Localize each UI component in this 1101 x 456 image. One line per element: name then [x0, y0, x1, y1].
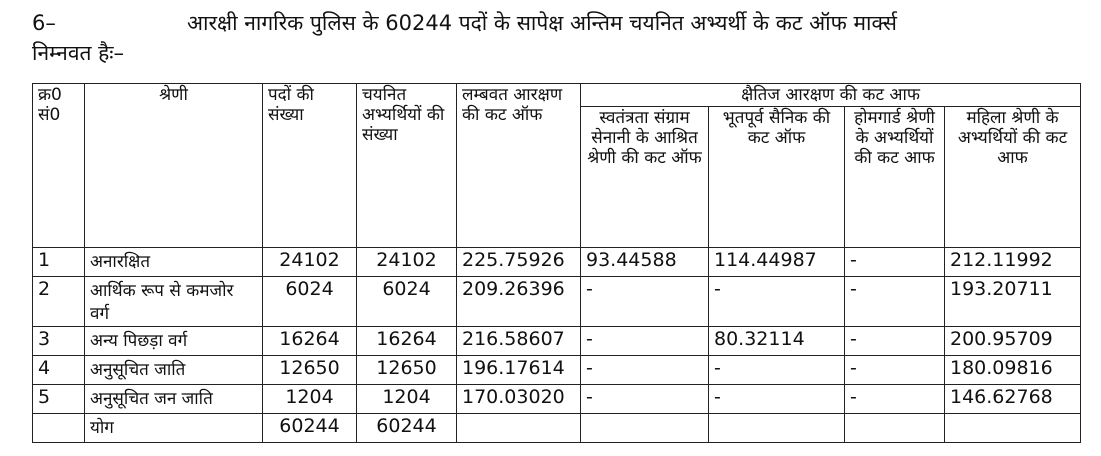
cell-category: अनारक्षित [85, 248, 263, 277]
cell-sno: 3 [33, 327, 85, 356]
cell-women: 146.62768 [945, 385, 1081, 414]
header-ex-servicemen: भूतपूर्व सैनिक की कट ऑफ [709, 107, 845, 248]
cell-category: अनुसूचित जाति [85, 356, 263, 385]
table-row [33, 248, 1081, 277]
cell-selected: 1204 [357, 385, 457, 414]
cell-category: अन्य पिछड़ा वर्ग [85, 327, 263, 356]
cell-empty [945, 414, 1081, 443]
cell-homeguard: - [845, 248, 945, 277]
cutoff-table [32, 83, 1081, 443]
table-row [33, 356, 1081, 385]
table-row [33, 385, 1081, 414]
cell-posts: 6024 [263, 277, 357, 327]
paragraph-line1: आरक्षी नागरिक पुलिस के 60244 पदों के सापेक्ष अन्तिम चयनित अभ्यर्थी के कट ऑफ मार्क्स [187, 11, 897, 35]
header-vertical: लम्बवत आरक्षण की कट ऑफ [457, 84, 581, 248]
cell-empty [845, 414, 945, 443]
header-freedom-fighter: स्वतंत्रता संग्राम सेनानी के आश्रित श्रेणी की कट ऑफ [581, 107, 709, 248]
cell-homeguard: - [845, 385, 945, 414]
cell-women: 180.09816 [945, 356, 1081, 385]
cell-freedom-fighter: - [581, 327, 709, 356]
cell-selected: 6024 [357, 277, 457, 327]
cell-posts: 24102 [263, 248, 357, 277]
cell-homeguard: - [845, 277, 945, 327]
cell-empty [709, 414, 845, 443]
cell-freedom-fighter: 93.44588 [581, 248, 709, 277]
cell-women: 212.11992 [945, 248, 1081, 277]
cell-selected: 24102 [357, 248, 457, 277]
cell-sno: 5 [33, 385, 85, 414]
header-category: श्रेणी [85, 84, 263, 248]
cell-women: 200.95709 [945, 327, 1081, 356]
cell-homeguard: - [845, 356, 945, 385]
cell-freedom-fighter: - [581, 356, 709, 385]
table-row [33, 327, 1081, 356]
cell-posts: 12650 [263, 356, 357, 385]
cell-posts: 16264 [263, 327, 357, 356]
cell-ex-servicemen: - [709, 356, 845, 385]
cell-selected: 12650 [357, 356, 457, 385]
paragraph [32, 8, 1082, 68]
header-women: महिला श्रेणी के अभ्यर्थियों की कट आफ [945, 107, 1081, 248]
cell-empty [581, 414, 709, 443]
header-horizontal-group: क्षैतिज आरक्षण की कट आफ [581, 84, 1081, 107]
cell-empty [33, 414, 85, 443]
cell-ex-servicemen: - [709, 277, 845, 327]
total-label: योग [85, 414, 263, 443]
cell-posts: 1204 [263, 385, 357, 414]
cell-sno: 4 [33, 356, 85, 385]
header-posts: पदों की संख्या [263, 84, 357, 248]
header-selected: चयनित अभ्यर्थियों की संख्या [357, 84, 457, 248]
cell-selected: 16264 [357, 327, 457, 356]
cell-sno: 2 [33, 277, 85, 327]
cell-vertical: 225.75926 [457, 248, 581, 277]
total-selected: 60244 [357, 414, 457, 443]
cell-vertical: 209.26396 [457, 277, 581, 327]
paragraph-number: 6– [32, 11, 56, 35]
cell-category: आर्थिक रूप से कमजोर वर्ग [85, 277, 263, 327]
cell-freedom-fighter: - [581, 385, 709, 414]
header-serial: क्र0 सं0 [33, 84, 85, 248]
cell-ex-servicemen: 80.32114 [709, 327, 845, 356]
cell-sno: 1 [33, 248, 85, 277]
cell-vertical: 216.58607 [457, 327, 581, 356]
cell-empty [457, 414, 581, 443]
cell-vertical: 196.17614 [457, 356, 581, 385]
cell-homeguard: - [845, 327, 945, 356]
cell-women: 193.20711 [945, 277, 1081, 327]
table-row [33, 277, 1081, 327]
cell-freedom-fighter: - [581, 277, 709, 327]
header-row-1 [33, 84, 1081, 107]
header-homeguard: होमगार्ड श्रेणी के अभ्यर्थियों की कट आफ [845, 107, 945, 248]
cell-vertical: 170.03020 [457, 385, 581, 414]
cell-category: अनुसूचित जन जाति [85, 385, 263, 414]
cell-ex-servicemen: 114.44987 [709, 248, 845, 277]
total-posts: 60244 [263, 414, 357, 443]
paragraph-line2: निम्नवत हैः– [32, 41, 125, 65]
cell-ex-servicemen: - [709, 385, 845, 414]
total-row [33, 414, 1081, 443]
